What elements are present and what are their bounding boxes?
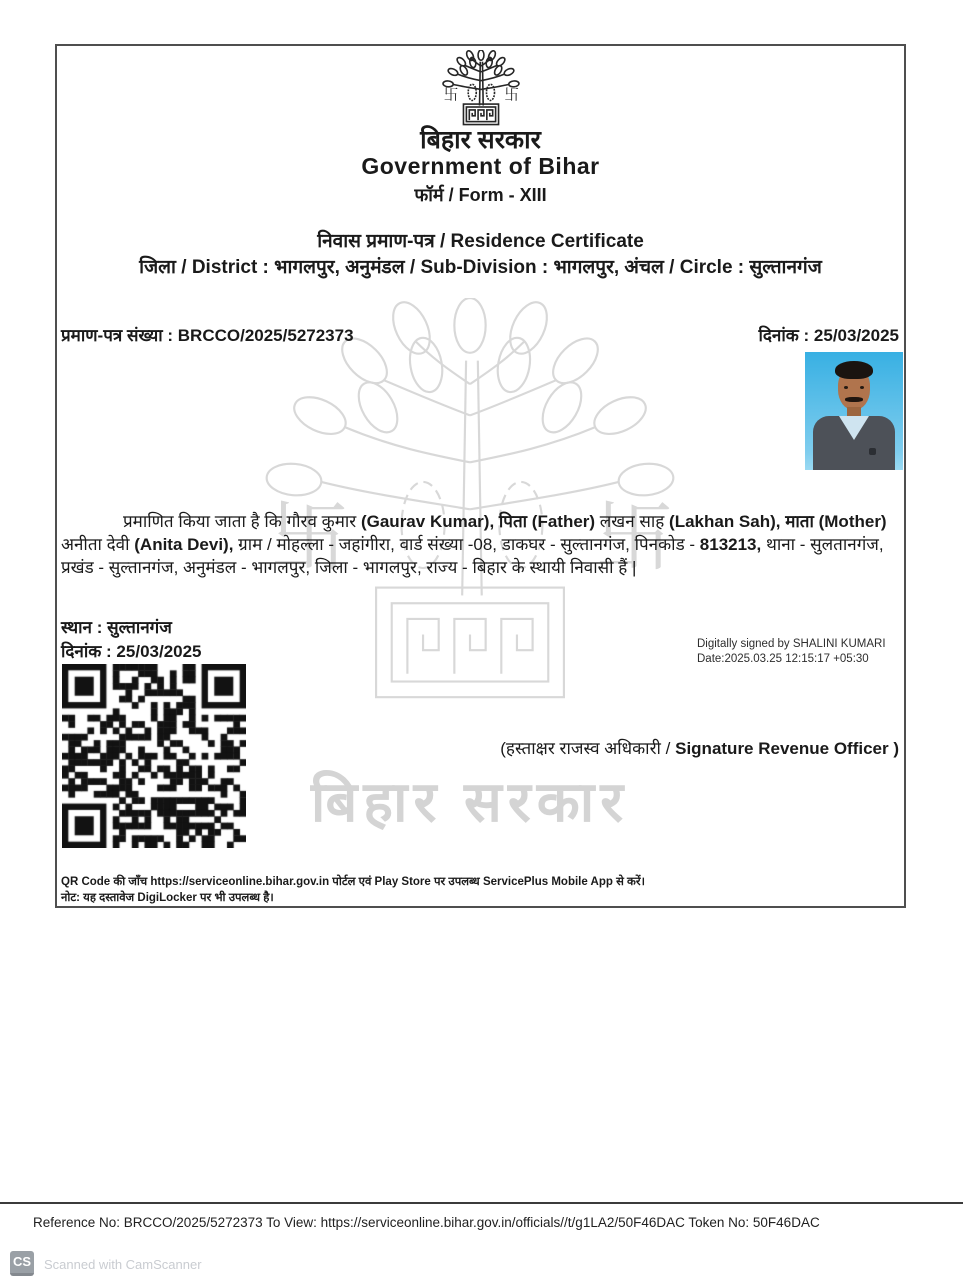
certificate-number: प्रमाण-पत्र संख्या : BRCCO/2025/5272373 (61, 326, 354, 345)
bottom-divider-line (0, 1202, 963, 1204)
signature-officer-line (500, 736, 899, 759)
government-title-hindi: बिहार सरकार (420, 126, 541, 154)
photo-hair (835, 361, 873, 379)
issue-date-line: दिनांक : 25/03/2025 (61, 642, 202, 661)
government-title-english: Government of Bihar (361, 153, 600, 179)
camscanner-logo-icon: CS (10, 1251, 34, 1276)
photo-mustache (845, 397, 863, 402)
certificate-title: निवास प्रमाण-पत्र / Residence Certificate (317, 231, 644, 252)
photo-eye-right (860, 386, 864, 389)
district-circle-line: जिला / District : भागलपुर, अनुमंडल / Sub-Division : भागलपुर, अंचल / Circle : सुल्तानगंज (139, 257, 822, 278)
digital-signature-line2: Date:2025.03.25 12:15:17 +05:30 (697, 653, 869, 665)
signature-label-hindi: (हस्ताक्षर राजस्व अधिकारी / (500, 739, 676, 758)
form-number-line: फॉर्म / Form - XIII (414, 185, 547, 205)
qr-verification-note: QR Code की जाँच https://serviceonline.bihar.gov.in पोर्टल एवं Play Store पर उपलब्ध ServicePlus Mobile App से करें। (61, 876, 645, 888)
header-emblem (57, 50, 904, 131)
reference-line: Reference No: BRCCO/2025/5272373 To View: https://serviceonline.bihar.gov.in/officials//t/g1LA2/50F46DAC Token No: 50F46DAC (33, 1215, 820, 1230)
footer-notes (61, 874, 645, 906)
camscanner-label: Scanned with CamScanner (44, 1257, 202, 1272)
digital-signature-line1: Digitally signed by SHALINI KUMARI (697, 638, 886, 650)
photo-jacket-logo (869, 448, 876, 455)
place-line: स्थान : सुल्तानगंज (61, 618, 172, 637)
certificate-border-frame (55, 44, 906, 908)
digital-signature-block (697, 637, 886, 667)
certificate-body-paragraph: प्रमाणित किया जाता है कि गौरव कुमार (Gaurav Kumar), पिता (Father) लखन साह (Lakhan Sah), माता (Mother) अनीता देवी (Anita Devi), ग्राम / मोहल्ला - जहांगीरा, वार्ड संख्या -08, डाकघर - सुल्तानगंज, पिनकोड - 813213, थाना - सुलतानगंज, प्रखंड - सुल्तानगंज, अनुमंडल - भागलपुर, जिला - भागलपुर, राज्य - बिहार के स्थायी निवासी हैं | (61, 512, 887, 577)
signature-label-english: Signature Revenue Officer ) (675, 739, 899, 758)
qr-code-canvas (62, 664, 246, 848)
bihar-emblem-icon (437, 50, 525, 126)
watermark-text: बिहार सरकार (310, 770, 630, 833)
photo-eye-left (844, 386, 848, 389)
digilocker-note: नोट: यह दस्तावेज DigiLocker पर भी उपलब्ध है। (61, 892, 274, 904)
applicant-photo (805, 352, 903, 470)
qr-code (62, 664, 246, 848)
certificate-date: दिनांक : 25/03/2025 (758, 326, 899, 345)
